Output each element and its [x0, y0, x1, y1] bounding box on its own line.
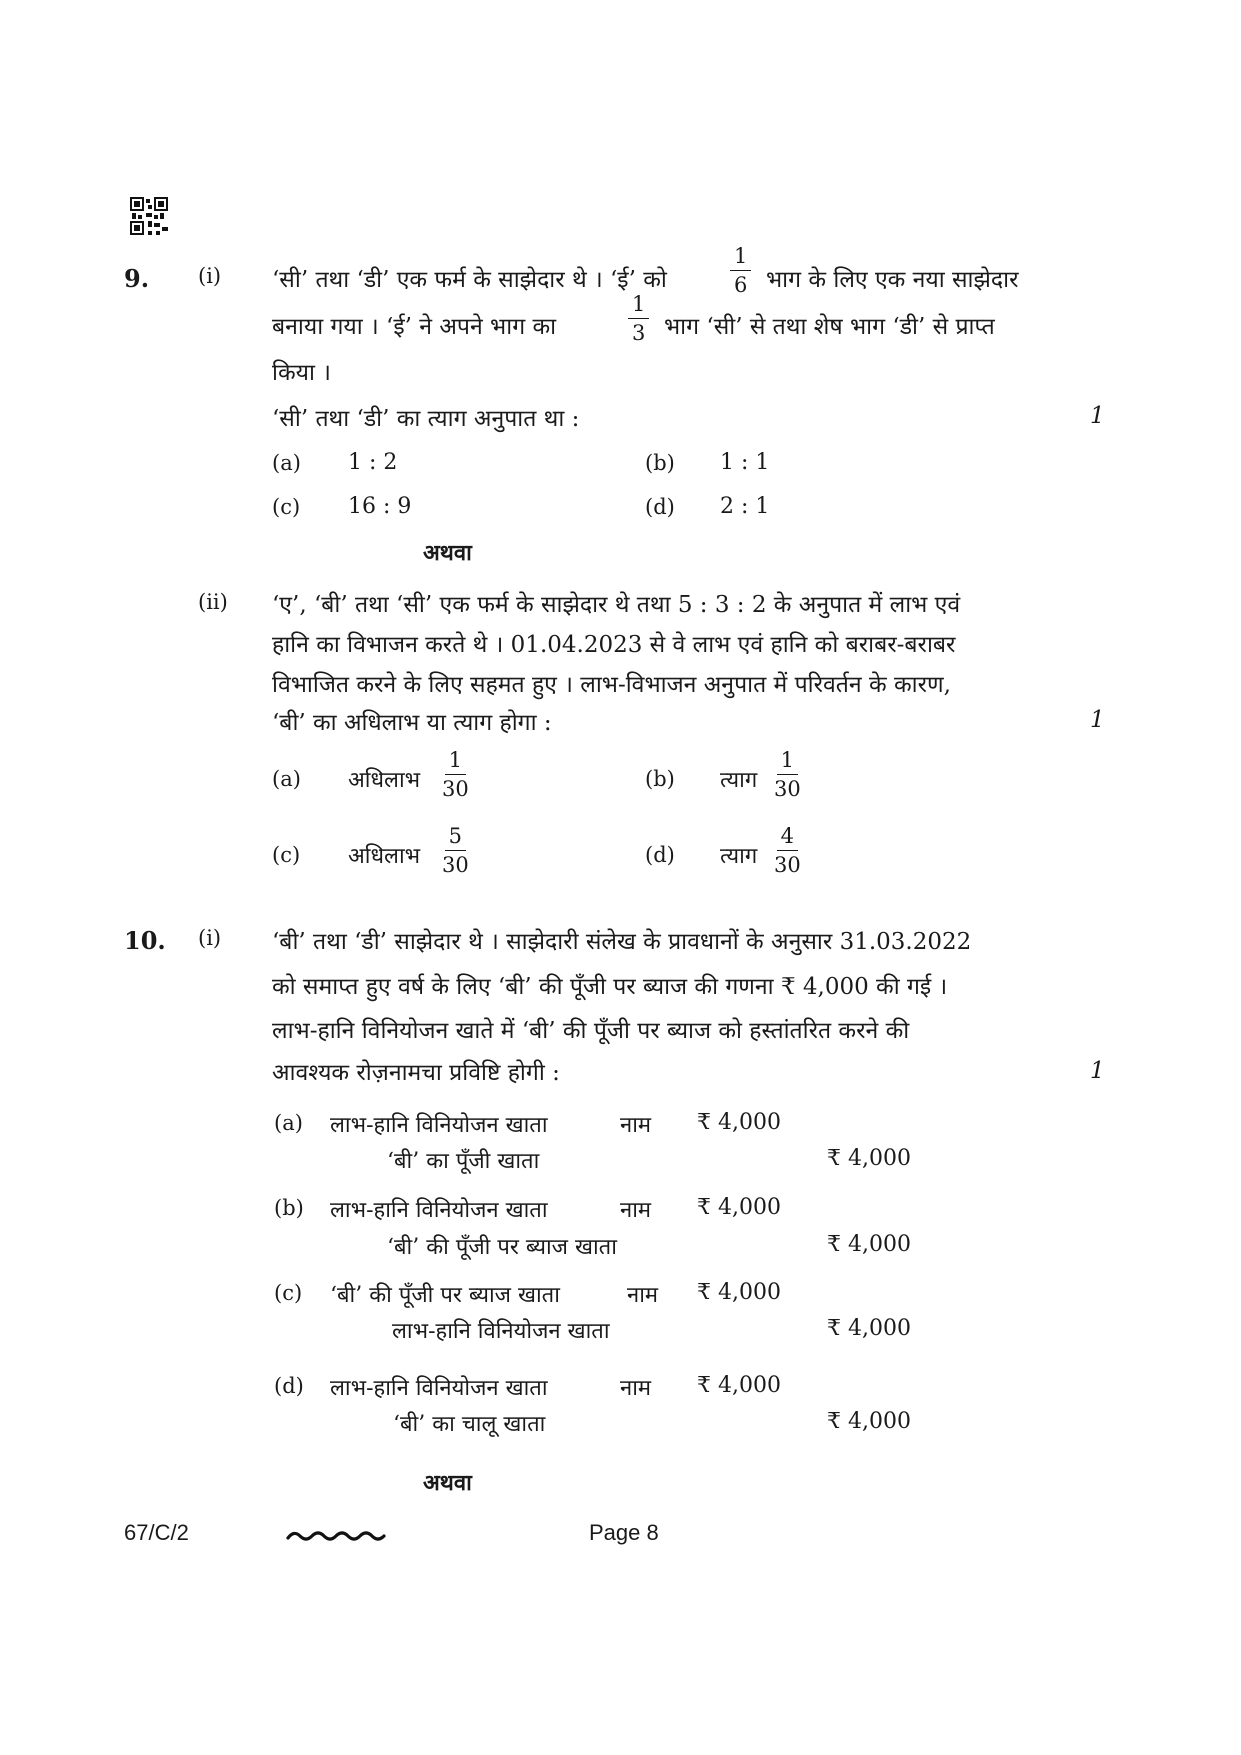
option-label: (b)	[645, 451, 675, 475]
question-number: 10.	[124, 926, 166, 955]
option-label: (c)	[272, 495, 301, 519]
marks: 1	[1090, 707, 1105, 733]
text-line: ‘बी’ का अधिलाभ या त्याग होगा :	[272, 710, 552, 736]
denominator: 6	[734, 273, 748, 297]
text-line: ‘सी’ तथा ‘डी’ एक फर्म के साझेदार थे । ‘ई’ को	[272, 267, 667, 293]
text-line: भाग ‘सी’ से तथा शेष भाग ‘डी’ से प्राप्त	[664, 314, 995, 340]
denominator: 30	[442, 777, 469, 801]
text-line: किया ।	[272, 360, 331, 386]
paper-code: 67/C/2	[124, 1520, 189, 1545]
option-label: (a)	[272, 767, 301, 791]
fraction	[774, 826, 801, 876]
text-line: को समाप्त हुए वर्ष के लिए ‘बी’ की पूँजी पर ब्याज की गणना ₹ 4,000 की गई ।	[272, 974, 948, 1000]
option-label: (c)	[274, 1281, 303, 1305]
debit-account: ‘बी’ की पूँजी पर ब्याज खाता	[330, 1283, 560, 1308]
text-line: विभाजित करने के लिए सहमत हुए । लाभ-विभाजन अनुपात में परिवर्तन के कारण,	[272, 672, 951, 698]
numerator: 1	[445, 750, 466, 775]
wave-decoration-icon	[286, 1527, 386, 1545]
credit-account: ‘बी’ का चालू खाता	[393, 1412, 546, 1437]
debit-amount: ₹ 4,000	[697, 1195, 781, 1220]
text-line: लाभ-हानि विनियोजन खाते में ‘बी’ की पूँजी पर ब्याज को हस्तांतरित करने की	[272, 1018, 910, 1044]
fraction	[442, 826, 469, 876]
option-text: 16 : 9	[348, 494, 412, 519]
option-word: अधिलाभ	[348, 768, 421, 793]
debit-account: लाभ-हानि विनियोजन खाता	[330, 1376, 548, 1401]
debit-account: लाभ-हानि विनियोजन खाता	[330, 1113, 548, 1138]
numerator: 1	[777, 750, 798, 775]
option-label: (b)	[274, 1196, 304, 1220]
dr-label: नाम	[627, 1283, 659, 1308]
debit-amount: ₹ 4,000	[697, 1280, 781, 1305]
credit-account: ‘बी’ का पूँजी खाता	[387, 1149, 540, 1174]
text-line: भाग के लिए एक नया साझेदार	[766, 267, 1019, 293]
option-word: त्याग	[720, 768, 758, 793]
numerator: 5	[445, 826, 466, 851]
option-text: 2 : 1	[720, 494, 770, 519]
numerator: 1	[730, 246, 751, 271]
option-label: (a)	[274, 1111, 303, 1135]
option-label: (c)	[272, 843, 301, 867]
marks: 1	[1090, 403, 1105, 429]
credit-account: लाभ-हानि विनियोजन खाता	[392, 1319, 610, 1344]
denominator: 30	[774, 853, 801, 877]
fraction	[730, 246, 751, 296]
fraction	[628, 294, 649, 344]
debit-account: लाभ-हानि विनियोजन खाता	[330, 1198, 548, 1223]
or-label: अथवा	[423, 540, 472, 566]
credit-amount: ₹ 4,000	[827, 1409, 911, 1434]
debit-amount: ₹ 4,000	[697, 1373, 781, 1398]
dr-label: नाम	[620, 1198, 652, 1223]
dr-label: नाम	[620, 1376, 652, 1401]
question-text: ‘सी’ तथा ‘डी’ का त्याग अनुपात था :	[272, 406, 580, 432]
text-line: आवश्यक रोज़नामचा प्रविष्टि होगी :	[272, 1060, 560, 1086]
option-label: (a)	[272, 451, 301, 475]
option-text: 1 : 2	[348, 450, 398, 475]
denominator: 3	[632, 321, 646, 345]
credit-amount: ₹ 4,000	[827, 1232, 911, 1257]
credit-amount: ₹ 4,000	[827, 1146, 911, 1171]
credit-account: ‘बी’ की पूँजी पर ब्याज खाता	[387, 1235, 617, 1260]
part-label: (i)	[198, 264, 222, 288]
numerator: 1	[628, 294, 649, 319]
dr-label: नाम	[620, 1113, 652, 1138]
credit-amount: ₹ 4,000	[827, 1316, 911, 1341]
text-line: बनाया गया । ‘ई’ ने अपने भाग का	[272, 314, 557, 340]
denominator: 30	[774, 777, 801, 801]
option-word: त्याग	[720, 844, 758, 869]
text-line: हानि का विभाजन करते थे । 01.04.2023 से वे लाभ एवं हानि को बराबर-बराबर	[272, 632, 956, 658]
qr-code-icon	[130, 197, 168, 235]
marks: 1	[1090, 1058, 1105, 1084]
page-number: Page 8	[589, 1520, 659, 1545]
fraction	[442, 750, 469, 800]
part-label: (i)	[198, 926, 222, 950]
debit-amount: ₹ 4,000	[697, 1110, 781, 1135]
option-text: 1 : 1	[720, 450, 770, 475]
option-label: (b)	[645, 767, 675, 791]
part-label: (ii)	[198, 590, 228, 614]
fraction	[774, 750, 801, 800]
denominator: 30	[442, 853, 469, 877]
question-number: 9.	[124, 264, 150, 293]
option-label: (d)	[274, 1374, 304, 1398]
option-label: (d)	[645, 843, 675, 867]
text-line: ‘बी’ तथा ‘डी’ साझेदार थे । साझेदारी संलेख के प्रावधानों के अनुसार 31.03.2022	[272, 929, 972, 955]
or-label: अथवा	[423, 1470, 472, 1496]
option-label: (d)	[645, 495, 675, 519]
numerator: 4	[777, 826, 798, 851]
text-line: ‘ए’, ‘बी’ तथा ‘सी’ एक फर्म के साझेदार थे तथा 5 : 3 : 2 के अनुपात में लाभ एवं	[272, 592, 961, 618]
option-word: अधिलाभ	[348, 844, 421, 869]
